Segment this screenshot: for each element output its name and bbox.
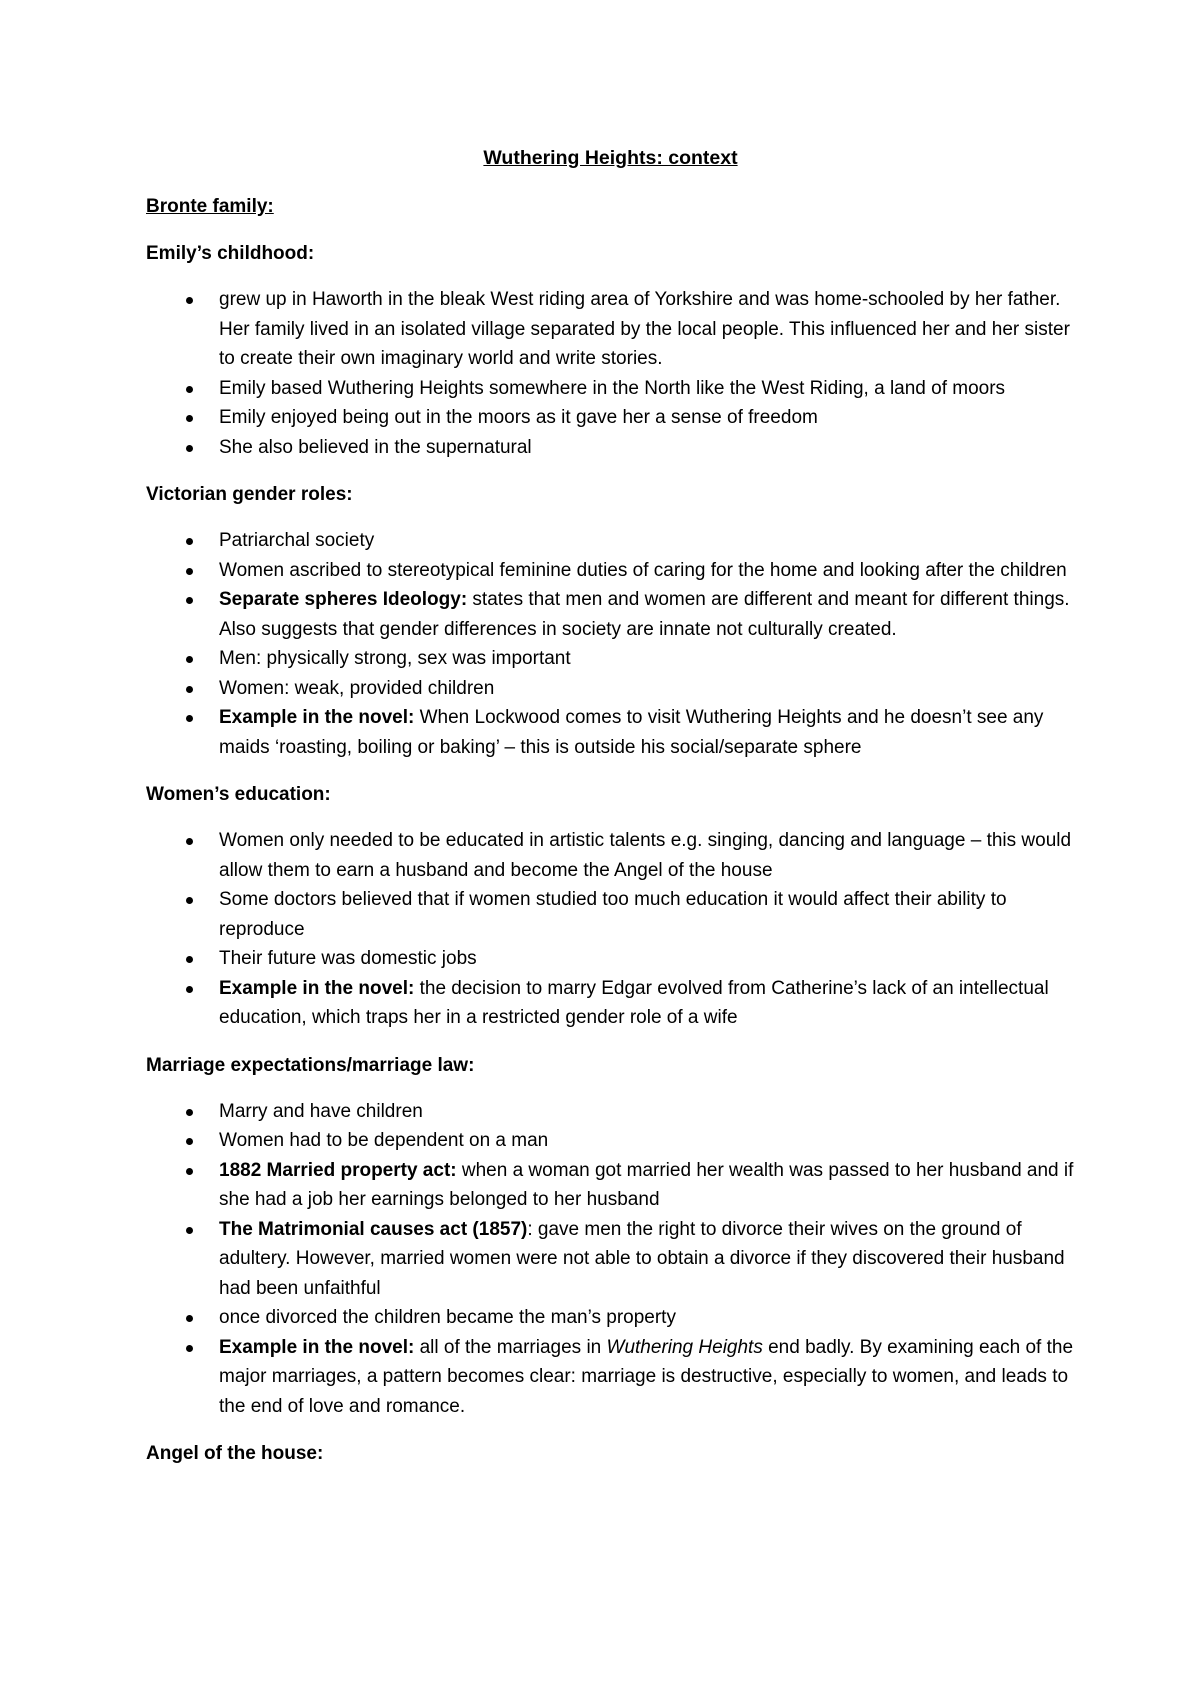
list-item: The Matrimonial causes act (1857): gave men the right to divorce their wives on the ground of adultery. However, married women were not able to obtain a divorce if they discovered their husband had been unfaithful	[146, 1215, 1075, 1304]
bronte-family-heading: Bronte family:	[146, 196, 274, 217]
childhood-heading: Emily’s childhood:	[146, 243, 315, 264]
bullet-icon	[186, 297, 193, 304]
list-item: Women: weak, provided children	[146, 674, 1075, 704]
education-heading: Women’s education:	[146, 784, 331, 805]
education-list	[146, 826, 1075, 1033]
bullet-icon	[186, 415, 193, 422]
bullet-icon	[186, 838, 193, 845]
marriage-heading: Marriage expectations/marriage law:	[146, 1054, 475, 1076]
bullet-icon	[186, 986, 193, 993]
list-item: Marry and have children	[146, 1097, 1075, 1127]
gender-roles-list	[146, 526, 1075, 762]
novel-title: Wuthering Heights	[606, 1336, 763, 1358]
list-item: Example in the novel: the decision to marry Edgar evolved from Catherine’s lack of an intellectual education, which traps her in a restricted gender role of a wife	[146, 974, 1075, 1033]
list-item: once divorced the children became the man’s property	[146, 1303, 1075, 1333]
page-title: Wuthering Heights: context	[483, 147, 738, 169]
item-label: Example in the novel:	[219, 1336, 415, 1358]
gender-roles-heading: Victorian gender roles:	[146, 484, 353, 505]
list-item: Emily based Wuthering Heights somewhere in the North like the West Riding, a land of moors	[146, 374, 1075, 404]
angel-heading: Angel of the house:	[146, 1443, 324, 1464]
list-item: 1882 Married property act: when a woman got married her wealth was passed to her husband and if she had a job her earnings belonged to her husband	[146, 1156, 1075, 1215]
item-label: Example in the novel:	[219, 707, 415, 728]
list-item: grew up in Haworth in the bleak West riding area of Yorkshire and was home-schooled by her father. Her family lived in an isolated village separated by the local people. This influenced her and her sister to create their own imaginary world and write stories.	[146, 285, 1075, 374]
bullet-icon	[186, 386, 193, 393]
bullet-icon	[186, 897, 193, 904]
item-label: Separate spheres Ideology:	[219, 589, 468, 610]
bullet-icon	[186, 656, 193, 663]
bullet-icon	[186, 1227, 193, 1234]
bullet-icon	[186, 538, 193, 545]
bullet-icon	[186, 445, 193, 452]
list-item: Patriarchal society	[146, 526, 1075, 556]
list-item: Their future was domestic jobs	[146, 944, 1075, 974]
bullet-icon	[186, 568, 193, 575]
list-item: Example in the novel: all of the marriages in Wuthering Heights end badly. By examining each of the major marriages, a pattern becomes clear: marriage is destructive, especially to women, and leads to the end of love and romance.	[146, 1333, 1075, 1422]
list-item: Women had to be dependent on a man	[146, 1126, 1075, 1156]
bullet-icon	[186, 1168, 193, 1175]
list-item: She also believed in the supernatural	[146, 433, 1075, 463]
bullet-icon	[186, 715, 193, 722]
list-item: Example in the novel: When Lockwood comes to visit Wuthering Heights and he doesn’t see any maids ‘roasting, boiling or baking’ – this is outside his social/separate sphere	[146, 703, 1075, 762]
item-label: 1882 Married property act:	[219, 1159, 457, 1181]
bullet-icon	[186, 1138, 193, 1145]
list-item: Women ascribed to stereotypical feminine duties of caring for the home and looking after the children	[146, 556, 1075, 586]
item-label: Example in the novel:	[219, 977, 415, 999]
bullet-icon	[186, 1345, 193, 1352]
list-item: Some doctors believed that if women studied too much education it would affect their ability to reproduce	[146, 885, 1075, 944]
bullet-icon	[186, 1315, 193, 1322]
bullet-icon	[186, 956, 193, 963]
list-item: Women only needed to be educated in artistic talents e.g. singing, dancing and language – this would allow them to earn a husband and become the Angel of the house	[146, 826, 1075, 885]
list-item: Emily enjoyed being out in the moors as it gave her a sense of freedom	[146, 403, 1075, 433]
bullet-icon	[186, 686, 193, 693]
marriage-list	[146, 1097, 1075, 1422]
bullet-icon	[186, 597, 193, 604]
bullet-icon	[186, 1109, 193, 1116]
childhood-list	[146, 285, 1075, 462]
list-item: Men: physically strong, sex was important	[146, 644, 1075, 674]
list-item: Separate spheres Ideology: states that men and women are different and meant for different things. Also suggests that gender differences in society are innate not culturally created.	[146, 585, 1075, 644]
item-label: The Matrimonial causes act (1857)	[219, 1218, 528, 1240]
